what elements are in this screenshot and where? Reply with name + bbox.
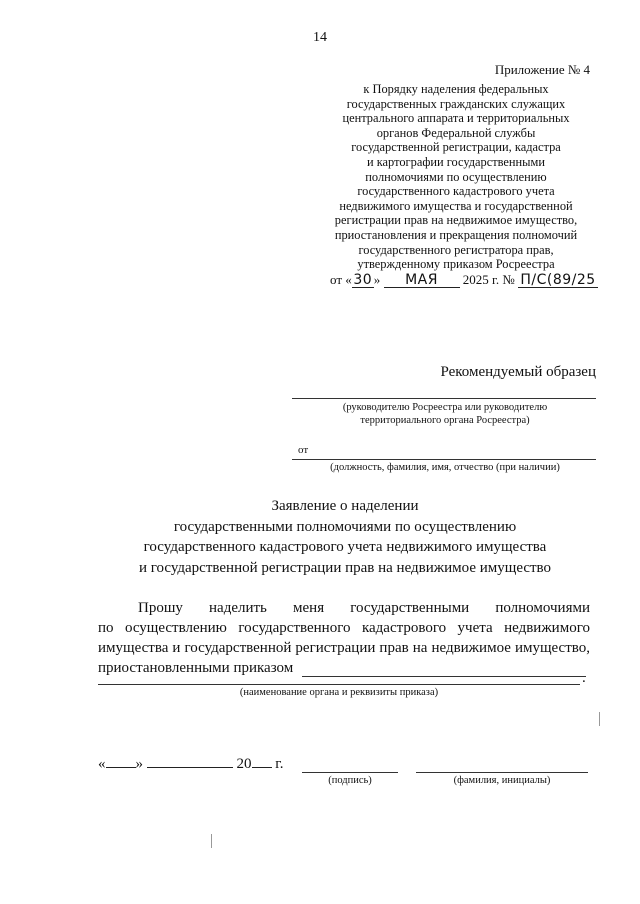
order-day-handwritten: 30 [353, 272, 373, 288]
appendix-line: к Порядку наделения федеральных [363, 82, 549, 96]
order-name-field[interactable] [302, 676, 586, 677]
body-line-3: имущества и государственной регистрации прав на недвижимое имущество, [98, 640, 590, 656]
body-word: Прошу [138, 600, 183, 616]
appendix-line: государственных гражданских служащих [346, 96, 566, 111]
period: . [582, 670, 586, 686]
order-prefix: от « [330, 272, 352, 287]
document-title [0, 496, 640, 578]
addressee-line[interactable] [292, 398, 596, 399]
order-caption: (наименование органа и реквизиты приказа) [239, 687, 439, 698]
addressee-caption-line: (руководителю Росреестра или руководителю [342, 402, 548, 413]
body-line-2: по осуществлению государственного кадастрового учета недвижимого [98, 620, 590, 636]
appendix-line: органов Федеральной службы [376, 125, 536, 140]
order-day-close: » [373, 272, 381, 287]
name-initials-field[interactable] [416, 772, 588, 773]
page-number: 14 [313, 30, 327, 45]
date-close-quote: » [135, 756, 143, 772]
appendix-title: Приложение № 4 [494, 62, 590, 77]
order-details-field[interactable] [98, 684, 580, 685]
sender-line[interactable] [292, 459, 596, 460]
name-caption: (фамилия, инициалы) [453, 775, 551, 786]
body-line-4: приостановленными приказом [98, 660, 294, 676]
order-year-text: 2025 г. № [462, 272, 515, 287]
order-month-handwritten: МАЯ [384, 273, 460, 288]
appendix-line: центрального аппарата и территориальных [342, 111, 570, 126]
appendix-line: государственного регистратора прав, [358, 242, 554, 257]
order-reference [330, 272, 620, 288]
body-word: наделить [209, 600, 267, 616]
date-year-field[interactable] [252, 767, 272, 768]
appendix-description [320, 82, 592, 272]
title-line: государственными полномочиями по осуществлению [173, 518, 517, 535]
date-month-field[interactable] [147, 767, 233, 768]
signature-caption: (подпись) [328, 775, 372, 786]
body-word: государственными [350, 600, 470, 616]
appendix-line: недвижимого имущества и государственной [339, 198, 573, 213]
body-word: меня [293, 600, 325, 616]
addressee-caption-line: территориального органа Росреестра) [360, 415, 530, 426]
addressee-caption [300, 401, 590, 427]
year-prefix: 20 [236, 756, 252, 772]
appendix-line: регистрации прав на недвижимое имущество, [334, 213, 578, 228]
appendix-line: и картографии государственными [367, 154, 545, 169]
appendix-line: приостановления и прекращения полномочий [334, 227, 578, 242]
scan-mark [211, 834, 212, 848]
signature-field[interactable] [302, 772, 398, 773]
appendix-line: полномочиями по осуществлению [365, 169, 547, 184]
recommended-sample-label: Рекомендуемый образец [440, 364, 596, 380]
title-line: Заявление о наделении [271, 498, 419, 514]
scan-mark [599, 712, 600, 726]
body-word: полномочиями [495, 600, 590, 616]
year-suffix: г. [275, 756, 284, 772]
order-number-handwritten: П/С(89/25 [518, 273, 598, 288]
from-label: от [298, 444, 309, 456]
sender-caption: (должность, фамилия, имя, отчество (при наличии) [330, 462, 560, 473]
appendix-line: государственной регистрации, кадастра [351, 140, 561, 155]
date-open-quote: « [98, 756, 106, 772]
title-line: государственного кадастрового учета недвижимого имущества [143, 539, 547, 555]
appendix-line: государственного кадастрового учета [357, 184, 555, 199]
date-day-field[interactable] [106, 767, 136, 768]
title-line: и государственной регистрации прав на недвижимое имущество [138, 559, 552, 576]
body-line-1 [138, 600, 590, 617]
signature-row [98, 756, 283, 773]
appendix-line: утвержденному приказом Росреестра [357, 257, 555, 272]
